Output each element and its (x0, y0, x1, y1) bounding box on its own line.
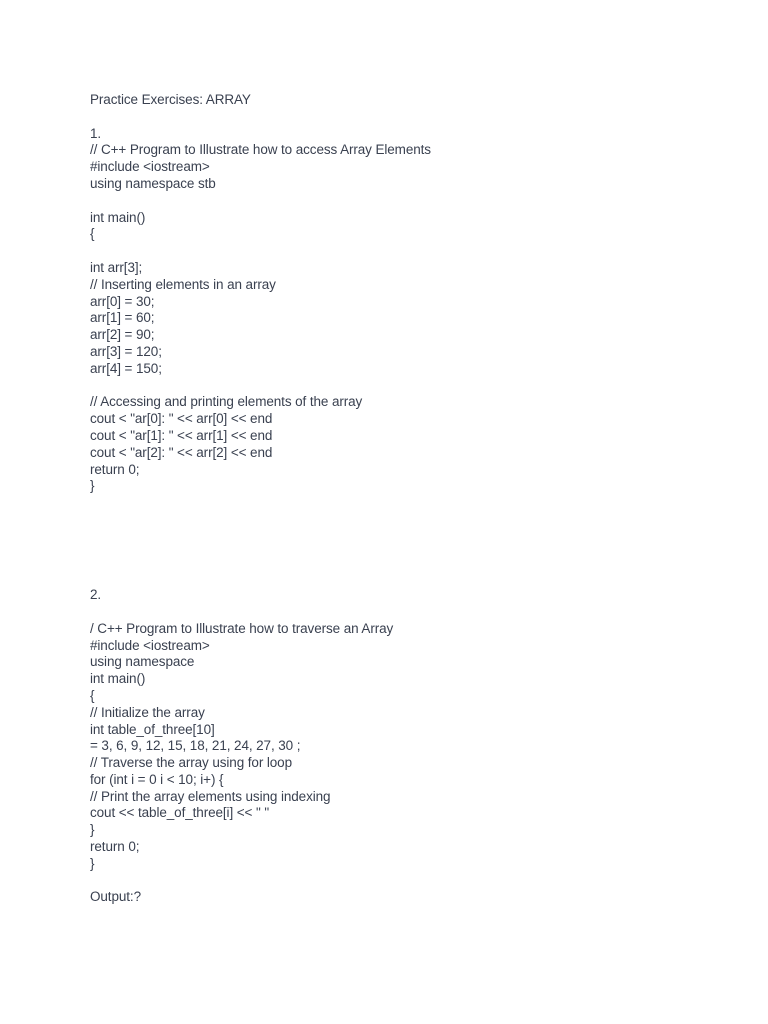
code-line: int main() (90, 671, 146, 687)
code-line: arr[1] = 60; (90, 310, 155, 326)
code-line (90, 873, 730, 890)
code-line: { (90, 687, 95, 703)
code-line: cout << table_of_three[i] << " " (90, 805, 270, 821)
code-line: #include <iostream> (90, 159, 210, 175)
code-line (90, 243, 730, 260)
code-line: arr[2] = 90; (90, 327, 155, 343)
code-line: using namespace (90, 654, 195, 670)
output-label: Output:? (90, 889, 141, 905)
code-line: int table_of_three[10] (90, 721, 215, 737)
code-line: // Inserting elements in an array (90, 276, 276, 292)
code-line: cout < "ar[1]: " << arr[1] << end (90, 427, 273, 443)
code-line: { (90, 226, 95, 242)
code-line (90, 604, 730, 621)
code-line: arr[0] = 30; (90, 293, 155, 309)
code-line: arr[4] = 150; (90, 360, 162, 376)
code-line: } (90, 478, 95, 494)
code-line: } (90, 822, 95, 838)
exercise-2-number: 2. (90, 587, 102, 603)
code-line: = 3, 6, 9, 12, 15, 18, 21, 24, 27, 30 ; (90, 738, 301, 754)
code-line: #include <iostream> (90, 637, 210, 653)
code-line: return 0; (90, 461, 140, 477)
exercise-1-number: 1. (90, 125, 102, 141)
code-line (90, 378, 730, 395)
section-spacer (90, 495, 730, 587)
exercise-2-code (90, 604, 730, 906)
exercise-1-code (90, 142, 730, 495)
code-line: // Accessing and printing elements of the array (90, 394, 363, 410)
code-line: cout < "ar[2]: " << arr[2] << end (90, 444, 273, 460)
code-line: / C++ Program to Illustrate how to traverse an Array (90, 620, 394, 636)
code-line: int arr[3]; (90, 259, 143, 275)
code-line: cout < "ar[0]: " << arr[0] << end (90, 411, 273, 427)
code-line (90, 193, 730, 210)
code-line: return 0; (90, 839, 140, 855)
code-line: int main() (90, 209, 146, 225)
page-title: Practice Exercises: ARRAY (90, 92, 251, 107)
code-line: // C++ Program to Illustrate how to access Array Elements (90, 142, 431, 158)
code-line: // Traverse the array using for loop (90, 755, 292, 771)
code-line: arr[3] = 120; (90, 343, 162, 359)
code-line: // Print the array elements using indexing (90, 788, 331, 804)
code-line: // Initialize the array (90, 704, 205, 720)
code-line: for (int i = 0 i < 10; i+) { (90, 771, 224, 787)
document-body (90, 92, 730, 906)
code-line: } (90, 855, 95, 871)
code-line: using namespace stb (90, 175, 216, 191)
